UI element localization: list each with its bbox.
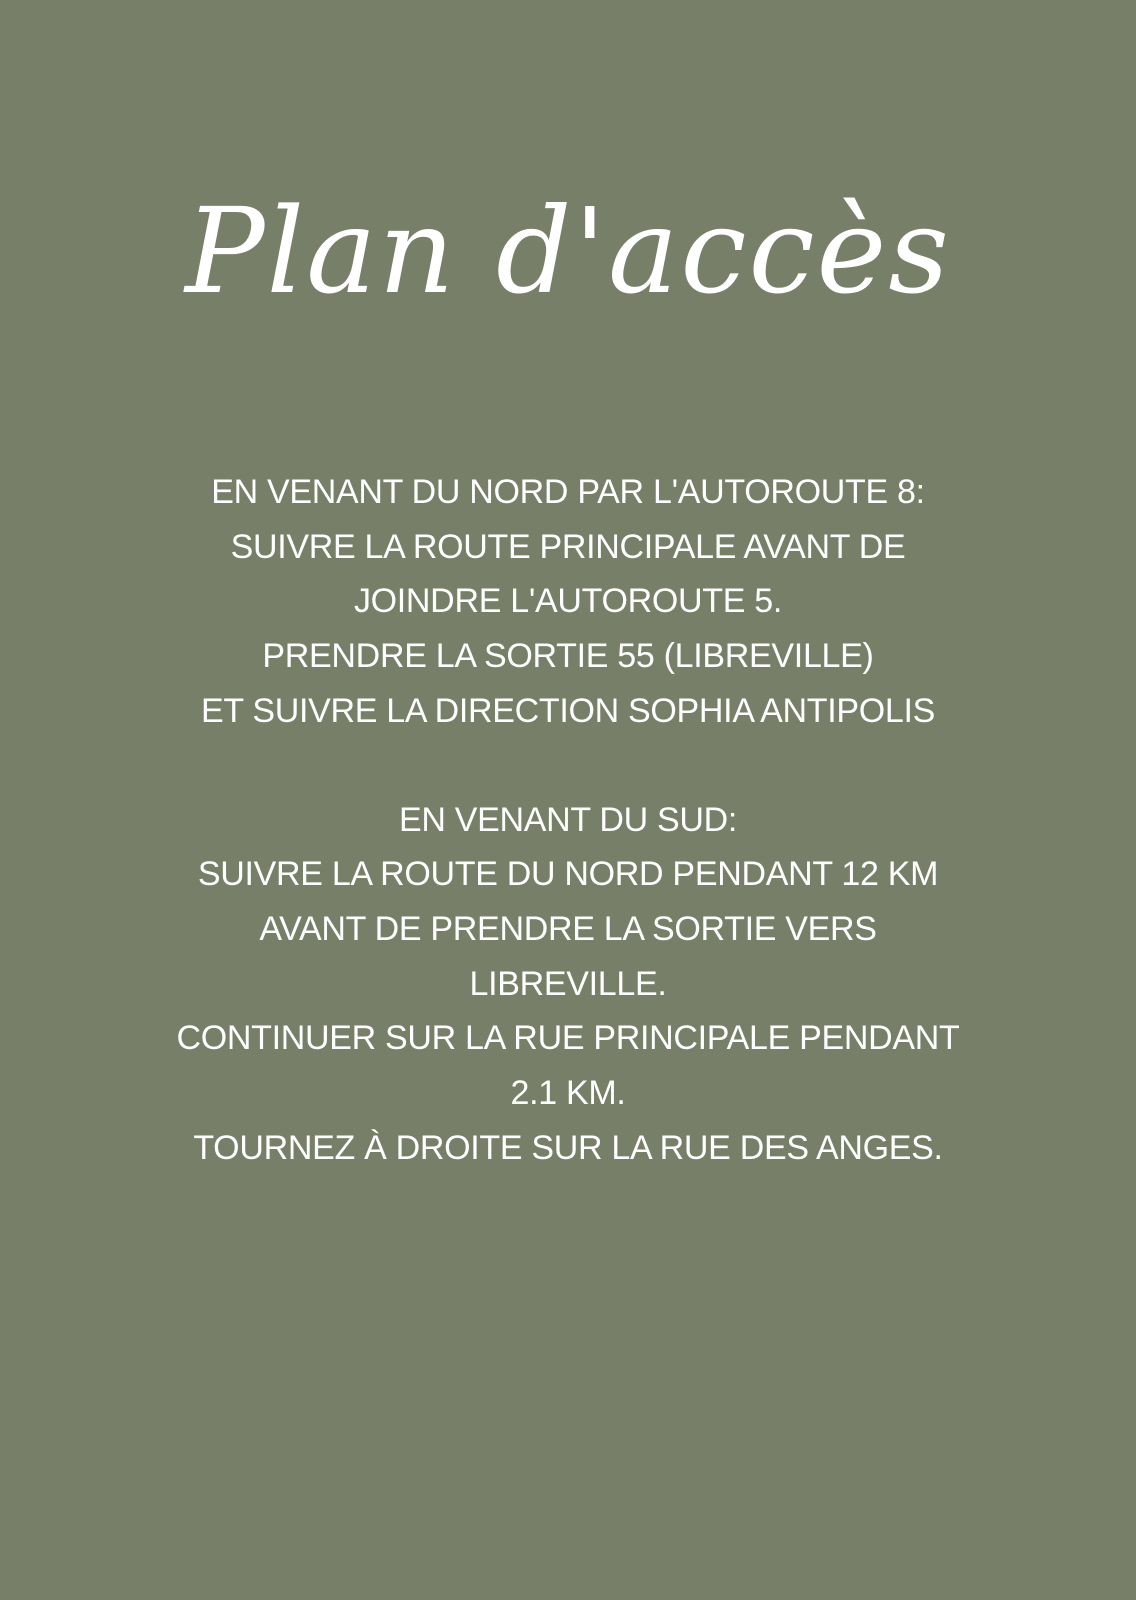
page-title: Plan d'accès [185,182,951,320]
direction-line: PRENDRE LA SORTIE 55 (LIBREVILLE) [262,637,874,676]
directions [100,465,1036,1175]
direction-line: CONTINUER SUR LA RUE PRINCIPALE PENDANT [176,1019,960,1058]
direction-line: JOINDRE L'AUTOROUTE 5. [353,582,783,621]
direction-line: ET SUIVRE LA DIRECTION SOPHIA ANTIPOLIS [201,691,935,730]
direction-line: 2.1 KM. [510,1074,626,1113]
direction-line: EN VENANT DU NORD PAR L'AUTOROUTE 8: [211,473,925,511]
direction-line: SUIVRE LA ROUTE DU NORD PENDANT 12 KM [197,855,939,894]
direction-line: EN VENANT DU SUD: [398,800,738,839]
direction-line: TOURNEZ À DROITE SUR LA RUE DES ANGES. [193,1128,943,1167]
title-block [0,180,1136,350]
script-title [185,180,951,350]
direction-line: AVANT DE PRENDRE LA SORTIE VERS [259,909,877,948]
north-directions [100,465,1036,739]
direction-line: LIBREVILLE. [469,964,667,1003]
direction-line: SUIVRE LA ROUTE PRINCIPALE AVANT DE [230,527,906,566]
south-directions [100,793,1036,1176]
